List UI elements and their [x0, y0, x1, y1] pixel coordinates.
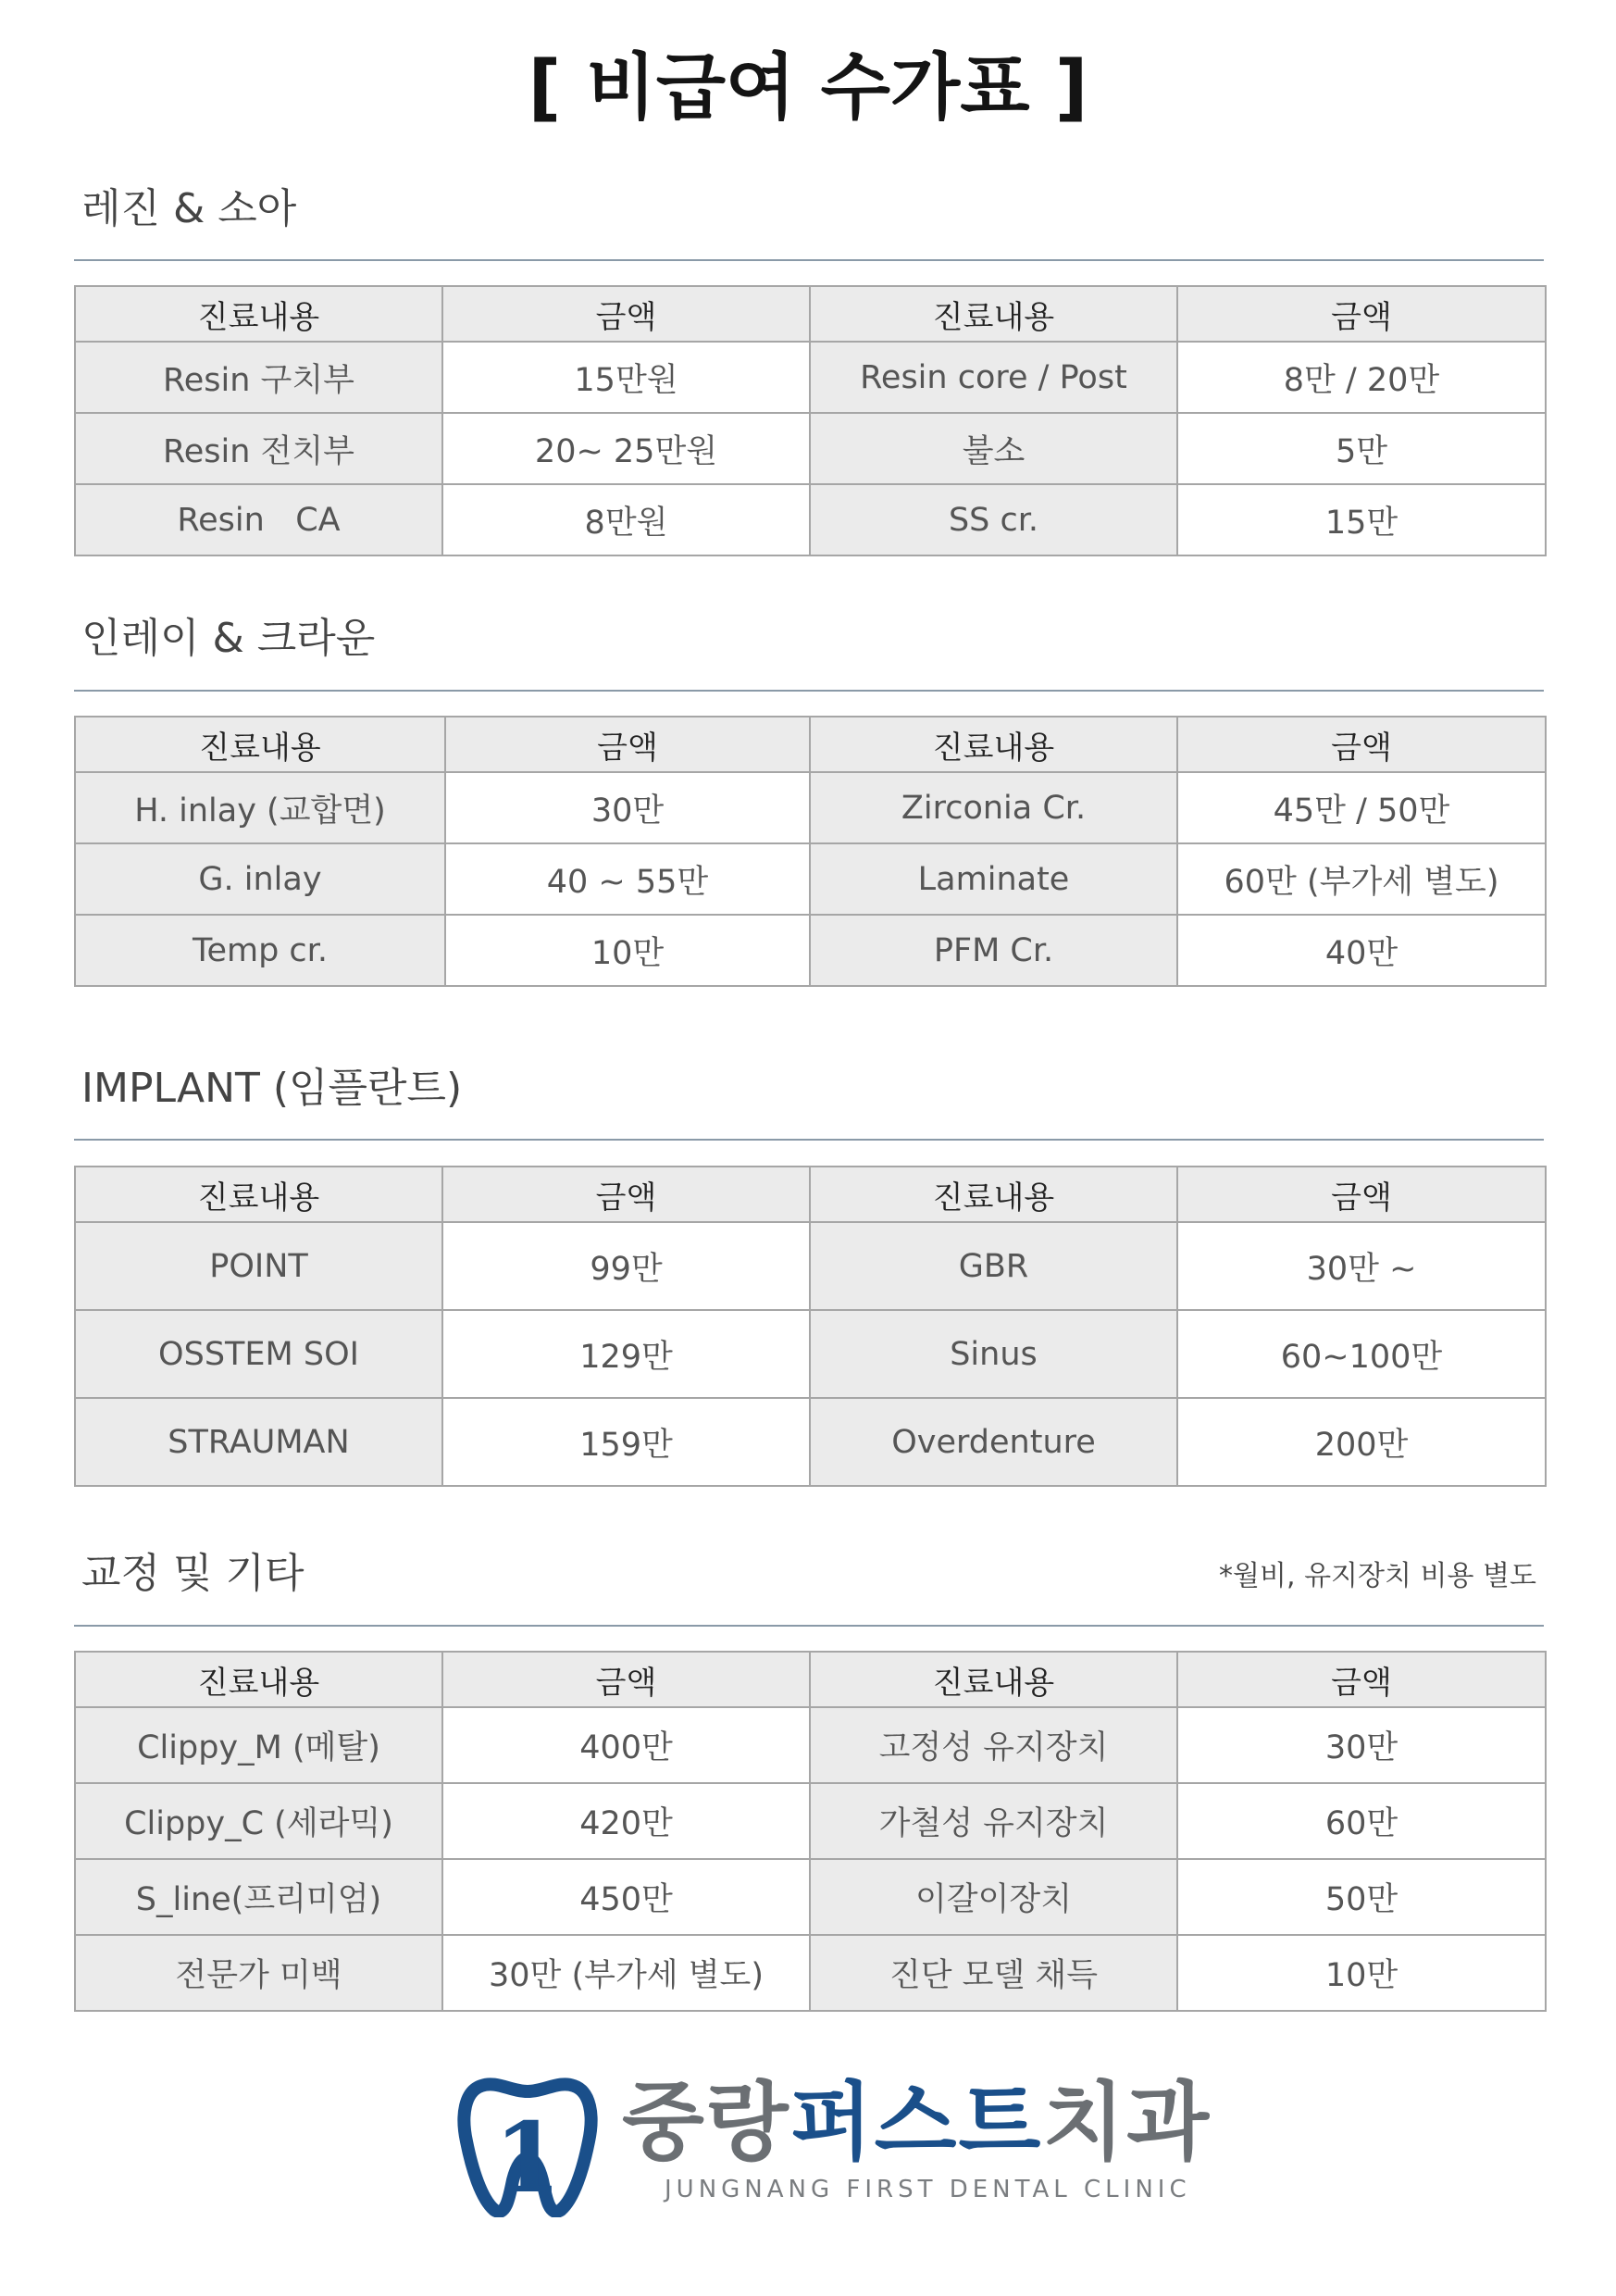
- treatment-name: G. inlay: [75, 843, 445, 915]
- header-item: 진료내용: [810, 1652, 1177, 1707]
- header-item: 진료내용: [75, 286, 442, 342]
- treatment-price: 60만: [1177, 1783, 1546, 1859]
- tooth-logo-icon: [454, 2069, 602, 2217]
- table-row: [75, 772, 1546, 843]
- treatment-name: STRAUMAN: [75, 1398, 442, 1486]
- header-price: 금액: [442, 1167, 810, 1222]
- treatment-price: 5만: [1177, 413, 1546, 484]
- table-row: [75, 1222, 1546, 1310]
- header-item: 진료내용: [810, 717, 1177, 772]
- treatment-price: 99만: [442, 1222, 810, 1310]
- treatment-name: Temp cr.: [75, 915, 445, 986]
- table-row: [75, 1935, 1546, 2011]
- treatment-name: Overdenture: [810, 1398, 1177, 1486]
- treatment-name: SS cr.: [810, 484, 1177, 555]
- logo-mark-text: 1: [493, 2101, 562, 2215]
- section-title-resin: 레진 & 소아: [81, 185, 297, 232]
- treatment-name: POINT: [75, 1222, 442, 1310]
- treatment-name: Resin 구치부: [75, 342, 442, 413]
- treatment-name: 이갈이장치: [810, 1859, 1177, 1935]
- treatment-name: Resin 전치부: [75, 413, 442, 484]
- treatment-name: 가철성 유지장치: [810, 1783, 1177, 1859]
- treatment-price: 40 ~ 55만: [445, 843, 810, 915]
- treatment-name: PFM Cr.: [810, 915, 1177, 986]
- clinic-logo: [454, 2069, 1212, 2217]
- treatment-price: 450만: [442, 1859, 810, 1935]
- treatment-name: S_line(프리미엄): [75, 1859, 442, 1935]
- page-title: [ 비급여 수가표 ]: [528, 46, 1088, 130]
- treatment-price: 30만 ~: [1177, 1222, 1546, 1310]
- treatment-name: Resin CA: [75, 484, 442, 555]
- table-row: [75, 413, 1546, 484]
- section-divider: [74, 259, 1544, 261]
- treatment-price: 45만 / 50만: [1177, 772, 1546, 843]
- treatment-price: 10만: [1177, 1935, 1546, 2011]
- table-header-row: [75, 717, 1546, 772]
- treatment-name: Zirconia Cr.: [810, 772, 1177, 843]
- treatment-name: Clippy_C (세라믹): [75, 1783, 442, 1859]
- section-title-orthodontics: 교정 및 기타: [81, 1550, 305, 1597]
- treatment-name: GBR: [810, 1222, 1177, 1310]
- header-price: 금액: [445, 717, 810, 772]
- header-price: 금액: [442, 1652, 810, 1707]
- header-item: 진료내용: [75, 1167, 442, 1222]
- treatment-name: H. inlay (교합면): [75, 772, 445, 843]
- table-header-row: [75, 1652, 1546, 1707]
- treatment-name: OSSTEM SOI: [75, 1310, 442, 1398]
- clinic-name-english: JUNGNANG FIRST DENTAL CLINIC: [665, 2176, 1191, 2203]
- treatment-name: Resin core / Post: [810, 342, 1177, 413]
- section-title-implant: IMPLANT (임플란트): [81, 1065, 463, 1112]
- treatment-price: 40만: [1177, 915, 1546, 986]
- clinic-name: [622, 2073, 1212, 2172]
- table-row: [75, 843, 1546, 915]
- clinic-name-part3: 치과: [1042, 2073, 1212, 2172]
- table-row: [75, 1859, 1546, 1935]
- treatment-price: 30만: [445, 772, 810, 843]
- table-row: [75, 1707, 1546, 1783]
- treatment-price: 10만: [445, 915, 810, 986]
- header-price: 금액: [1177, 1652, 1546, 1707]
- section-title-inlay-crown: 인레이 & 크라운: [81, 615, 376, 662]
- table-row: [75, 1310, 1546, 1398]
- treatment-price: 30만: [1177, 1707, 1546, 1783]
- treatment-price: 8만원: [442, 484, 810, 555]
- price-table-inlay-crown: [74, 716, 1547, 987]
- table-row: [75, 1783, 1546, 1859]
- treatment-name: 불소: [810, 413, 1177, 484]
- section-divider: [74, 1625, 1544, 1627]
- header-item: 진료내용: [75, 717, 445, 772]
- table-row: [75, 1398, 1546, 1486]
- treatment-price: 60만 (부가세 별도): [1177, 843, 1546, 915]
- treatment-price: 15만: [1177, 484, 1546, 555]
- header-item: 진료내용: [810, 1167, 1177, 1222]
- treatment-name: Clippy_M (메탈): [75, 1707, 442, 1783]
- clinic-name-part2: 퍼스트: [789, 2073, 1043, 2172]
- treatment-price: 50만: [1177, 1859, 1546, 1935]
- header-price: 금액: [442, 286, 810, 342]
- price-table-resin: [74, 285, 1547, 556]
- treatment-price: 60~100만: [1177, 1310, 1546, 1398]
- treatment-name: 진단 모델 채득: [810, 1935, 1177, 2011]
- price-table-orthodontics: [74, 1651, 1547, 2012]
- table-header-row: [75, 1167, 1546, 1222]
- table-row: [75, 342, 1546, 413]
- treatment-price: 420만: [442, 1783, 810, 1859]
- header-price: 금액: [1177, 286, 1546, 342]
- treatment-price: 15만원: [442, 342, 810, 413]
- treatment-name: 전문가 미백: [75, 1935, 442, 2011]
- section-divider: [74, 690, 1544, 692]
- treatment-price: 129만: [442, 1310, 810, 1398]
- header-price: 금액: [1177, 717, 1546, 772]
- treatment-price: 20~ 25만원: [442, 413, 810, 484]
- price-table-implant: [74, 1166, 1547, 1487]
- treatment-price: 159만: [442, 1398, 810, 1486]
- treatment-price: 200만: [1177, 1398, 1546, 1486]
- table-row: [75, 915, 1546, 986]
- table-row: [75, 484, 1546, 555]
- treatment-price: 8만 / 20만: [1177, 342, 1546, 413]
- clinic-name-part1: 중랑: [622, 2073, 790, 2172]
- header-item: 진료내용: [810, 286, 1177, 342]
- treatment-price: 30만 (부가세 별도): [442, 1935, 810, 2011]
- treatment-name: 고정성 유지장치: [810, 1707, 1177, 1783]
- treatment-name: Laminate: [810, 843, 1177, 915]
- header-price: 금액: [1177, 1167, 1546, 1222]
- treatment-price: 400만: [442, 1707, 810, 1783]
- table-header-row: [75, 286, 1546, 342]
- section-divider: [74, 1139, 1544, 1141]
- section-note: *월비, 유지장치 비용 별도: [1219, 1560, 1536, 1592]
- treatment-name: Sinus: [810, 1310, 1177, 1398]
- header-item: 진료내용: [75, 1652, 442, 1707]
